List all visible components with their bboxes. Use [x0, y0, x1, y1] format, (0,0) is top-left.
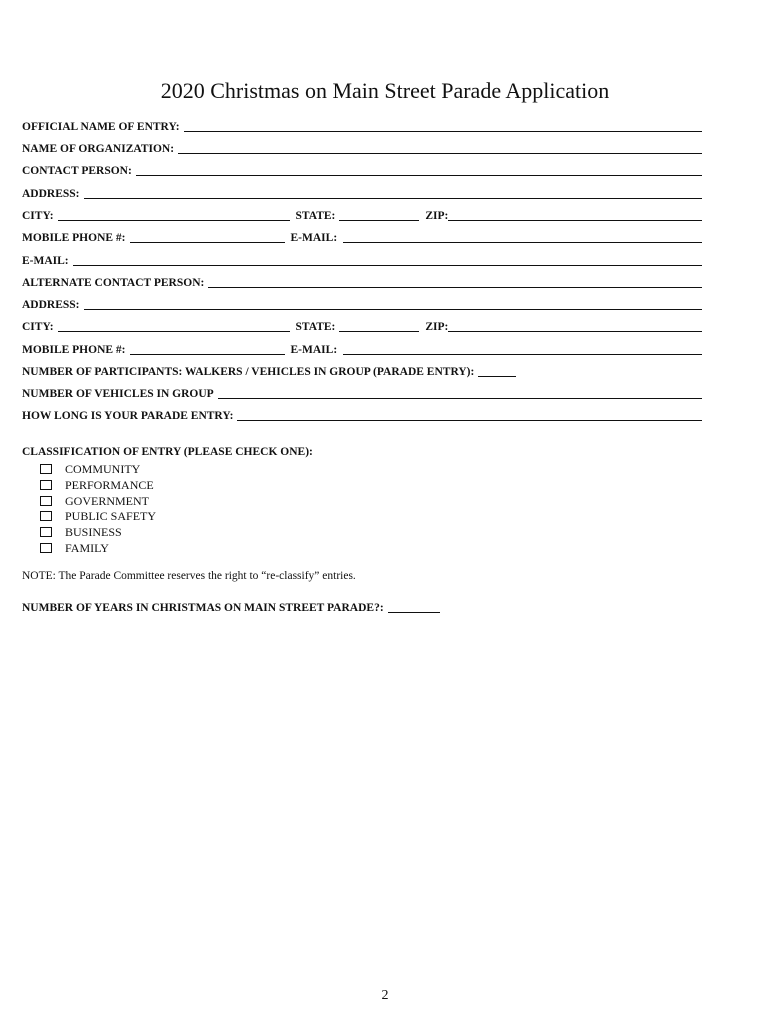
- checkbox-government[interactable]: [40, 496, 52, 506]
- city-state-zip-row: [22, 205, 702, 223]
- option-family[interactable]: [40, 540, 109, 556]
- participants-field[interactable]: [478, 375, 516, 377]
- contact-person-field[interactable]: [136, 174, 702, 176]
- alternate-contact-field[interactable]: [208, 286, 702, 288]
- option-community[interactable]: [40, 461, 140, 477]
- zip-label-2: ZIP:: [425, 321, 449, 333]
- page-number: 2: [381, 988, 389, 1003]
- organization-field[interactable]: [178, 152, 702, 154]
- contact-person-label: CONTACT PERSON:: [22, 165, 132, 177]
- city-field[interactable]: [58, 219, 290, 221]
- mobile-phone-field[interactable]: [130, 241, 285, 243]
- years-label: NUMBER OF YEARS IN CHRISTMAS ON MAIN STREET PARADE?:: [22, 602, 384, 614]
- zip-field-2[interactable]: [448, 330, 702, 332]
- official-name-field[interactable]: [184, 130, 702, 132]
- city-label-2: CITY:: [22, 321, 54, 333]
- mobile-phone-field-2[interactable]: [130, 353, 285, 355]
- city-field-2[interactable]: [58, 330, 290, 332]
- zip-field[interactable]: [448, 219, 702, 221]
- email-field[interactable]: [343, 241, 702, 243]
- email-label-3: E-MAIL:: [290, 344, 338, 356]
- option-business[interactable]: [40, 524, 122, 540]
- address-label-2: ADDRESS:: [22, 299, 80, 311]
- option-performance[interactable]: [40, 477, 154, 493]
- contact-person-row: [22, 160, 702, 178]
- participants-label: NUMBER OF PARTICIPANTS: WALKERS / VEHICLES IN GROUP (PARADE ENTRY):: [22, 366, 475, 378]
- years-row: [22, 601, 440, 615]
- official-name-label: OFFICIAL NAME OF ENTRY:: [22, 121, 180, 133]
- email-field-3[interactable]: [343, 353, 702, 355]
- mobile-phone-label: MOBILE PHONE #:: [22, 232, 126, 244]
- address-row: [22, 183, 702, 201]
- state-label-2: STATE:: [295, 321, 336, 333]
- option-government[interactable]: [40, 493, 149, 509]
- entry-length-row: [22, 405, 702, 423]
- option-label: COMMUNITY: [65, 461, 141, 476]
- entry-length-field[interactable]: [237, 419, 702, 421]
- years-field[interactable]: [388, 611, 440, 613]
- alternate-contact-row: [22, 272, 702, 290]
- option-label: PERFORMANCE: [65, 477, 154, 492]
- official-name-row: [22, 116, 702, 134]
- participants-row: [22, 361, 702, 379]
- entry-length-label: HOW LONG IS YOUR PARADE ENTRY:: [22, 410, 234, 422]
- checkbox-family[interactable]: [40, 543, 52, 553]
- vehicles-row: [22, 383, 702, 401]
- option-public-safety[interactable]: [40, 508, 156, 524]
- email-label: E-MAIL:: [290, 232, 338, 244]
- email-row: [22, 250, 702, 268]
- city-label: CITY:: [22, 210, 54, 222]
- address-field[interactable]: [84, 197, 702, 199]
- checkbox-community[interactable]: [40, 464, 52, 474]
- alternate-contact-label: ALTERNATE CONTACT PERSON:: [22, 277, 205, 289]
- address-row-2: [22, 294, 702, 312]
- checkbox-business[interactable]: [40, 527, 52, 537]
- vehicles-label: NUMBER OF VEHICLES IN GROUP: [22, 388, 214, 400]
- page-title: 2020 Christmas on Main Street Parade Application: [160, 78, 610, 103]
- option-label: GOVERNMENT: [65, 493, 149, 508]
- vehicles-field[interactable]: [218, 397, 702, 399]
- organization-row: [22, 138, 702, 156]
- classification-heading: CLASSIFICATION OF ENTRY (PLEASE CHECK ONE):: [22, 446, 313, 458]
- organization-label: NAME OF ORGANIZATION:: [22, 143, 175, 155]
- zip-label: ZIP:: [425, 210, 449, 222]
- city-state-zip-row-2: [22, 316, 702, 334]
- option-label: BUSINESS: [65, 524, 122, 539]
- email-label-2: E-MAIL:: [22, 255, 69, 267]
- address-label: ADDRESS:: [22, 188, 80, 200]
- option-label: PUBLIC SAFETY: [65, 508, 157, 523]
- option-label: FAMILY: [65, 540, 109, 555]
- state-label: STATE:: [295, 210, 336, 222]
- reclassify-note: NOTE: The Parade Committee reserves the right to “re-classify” entries.: [22, 570, 356, 582]
- state-field-2[interactable]: [339, 330, 419, 332]
- address-field-2[interactable]: [84, 308, 702, 310]
- mobile-phone-label-2: MOBILE PHONE #:: [22, 344, 126, 356]
- checkbox-public-safety[interactable]: [40, 511, 52, 521]
- email-field-2[interactable]: [73, 264, 702, 266]
- phone-email-row: [22, 227, 702, 245]
- checkbox-performance[interactable]: [40, 480, 52, 490]
- phone-email-row-2: [22, 339, 702, 357]
- state-field[interactable]: [339, 219, 419, 221]
